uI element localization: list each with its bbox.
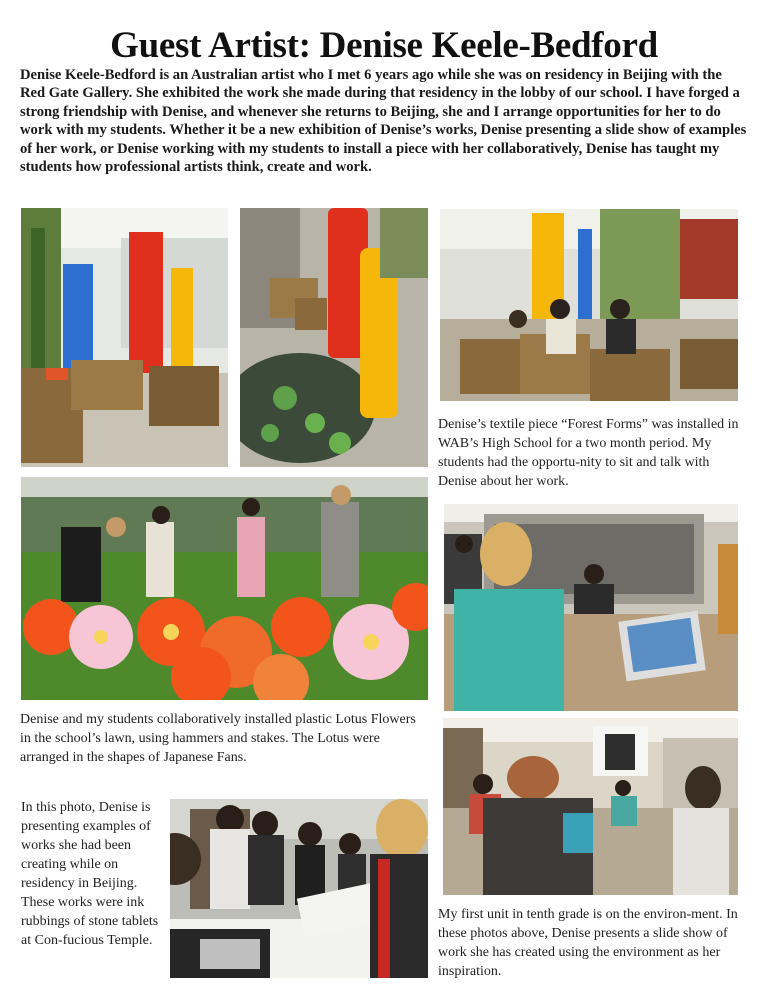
photo-ink-rubbings [170, 799, 428, 978]
photo-slide-show-laptop [444, 504, 738, 711]
intro-paragraph: Denise Keele-Bedford is an Australian artist who I met 6 years ago while she was on residency in Beijing with the Red Gate Gallery. She exhibited the work she made during that residency in the lobby of our school. I have forged a strong friendship with Denise, and whenever she returns to Beijing, she and I arrange opportunities for her to do work with my students. Whether it be a new exhibition of Denise’s works, Denise presenting a slide show of examples of her work, or Denise working with my students to install a piece with her collaboratively, Denise has taught my students how professional artists think, create and work. [20, 67, 747, 176]
photo-forest-forms-lobby [21, 208, 228, 467]
photo-forest-forms-pond [240, 208, 428, 467]
caption-lotus: Denise and my students collaboratively installed plastic Lotus Flowers in the school’s lawn, using hammers and stakes. The Lotus were arranged in the shapes of Japanese Fans. [20, 712, 416, 765]
photo-forest-forms-students [440, 209, 738, 401]
caption-forest-forms: Denise’s textile piece “Forest Forms” was installed in WAB’s High School for a two month period. My students had the opportu-nity to sit and talk with Denise about her work. [438, 417, 739, 489]
photo-lotus-installation [21, 477, 428, 700]
page-title: Guest Artist: Denise Keele-Bedford [110, 25, 658, 66]
photo-slide-show-classroom [443, 718, 738, 895]
caption-environment: My first unit in tenth grade is on the environ-ment. In these photos above, Denise presents a slide show of work she has created using the environment as her inspiration. [438, 907, 738, 979]
caption-rubbings: In this photo, Denise is presenting examples of works she had been creating while on residency in Beijing. These works were ink rubbings of stone tablets at Con-fucious Temple. [21, 800, 159, 948]
